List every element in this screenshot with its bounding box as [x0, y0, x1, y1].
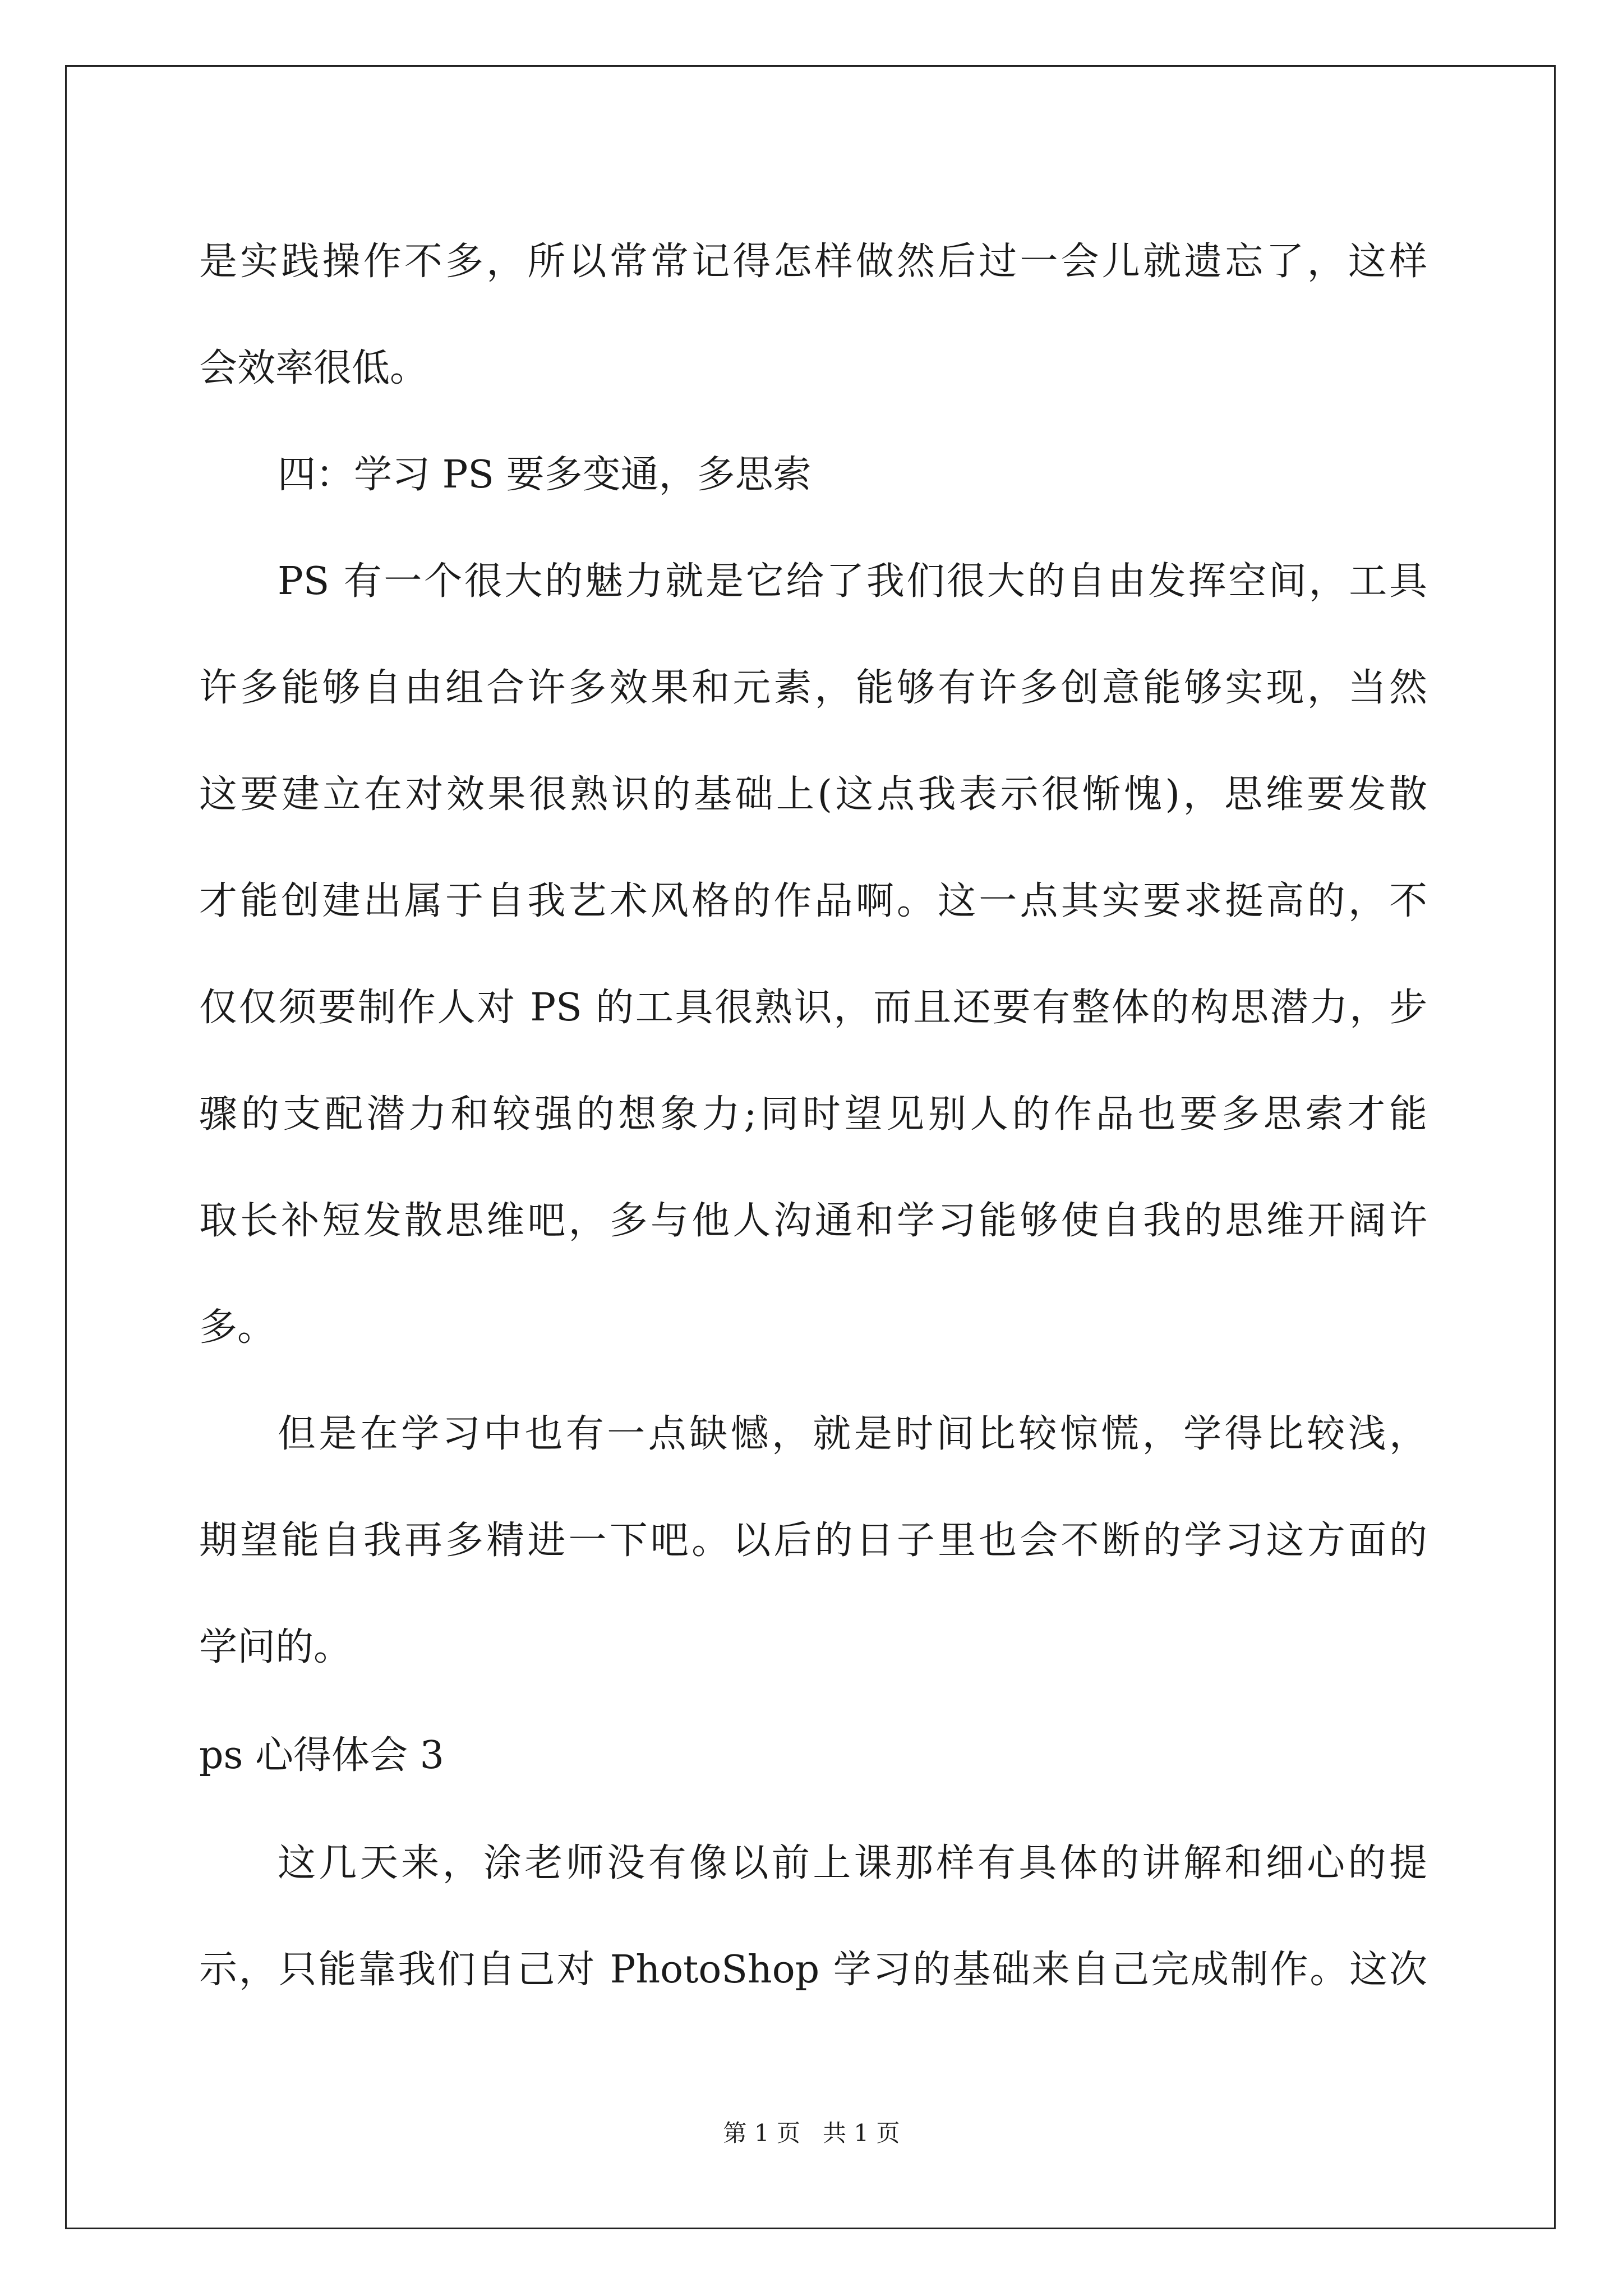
- paragraph-line: 许多能够自由组合许多效果和元素，能够有许多创意能够实现，当然: [199, 666, 1427, 710]
- paragraph-line: 是实践操作不多，所以常常记得怎样做然后过一会儿就遗忘了，这样: [199, 240, 1427, 284]
- paragraph-line: 这要建立在对效果很熟识的基础上(这点我表示很惭愧)，思维要发散: [199, 772, 1427, 817]
- paragraph-line: 取长补短发散思维吧，多与他人沟通和学习能够使自我的思维开阔许: [199, 1199, 1427, 1243]
- paragraph-line: 学问的。: [199, 1625, 352, 1669]
- paragraph-line: 骤的支配潜力和较强的想象力;同时望见别人的作品也要多思索才能: [199, 1092, 1427, 1137]
- paragraph-line: 但是在学习中也有一点缺憾，就是时间比较惊慌，学得比较浅，: [278, 1412, 1427, 1456]
- section-heading: 四：学习 PS 要多变通，多思索: [278, 453, 811, 497]
- document-body: [199, 209, 1427, 2023]
- paragraph-line: 会效率很低。: [199, 346, 428, 390]
- paragraph-line: 这几天来，涂老师没有像以前上课那样有具体的讲解和细心的提: [278, 1841, 1427, 1885]
- paragraph-line: PS 有一个很大的魅力就是它给了我们很大的自由发挥空间，工具: [278, 559, 1427, 604]
- section-title: ps 心得体会 3: [199, 1733, 444, 1778]
- paragraph-line: 多。: [199, 1305, 276, 1350]
- paragraph-line: 期望能自我再多精进一下吧。以后的日子里也会不断的学习这方面的: [199, 1519, 1427, 1563]
- paragraph-line: 示，只能靠我们自己对 PhotoShop 学习的基础来自己完成制作。这次: [199, 1948, 1427, 1992]
- paragraph-line: 仅仅须要制作人对 PS 的工具很熟识，而且还要有整体的构思潜力，步: [199, 986, 1427, 1030]
- paragraph-line: 才能创建出属于自我艺术风格的作品啊。这一点其实要求挺高的，不: [199, 879, 1427, 923]
- page-footer: 第 1 页 共 1 页: [723, 2119, 900, 2147]
